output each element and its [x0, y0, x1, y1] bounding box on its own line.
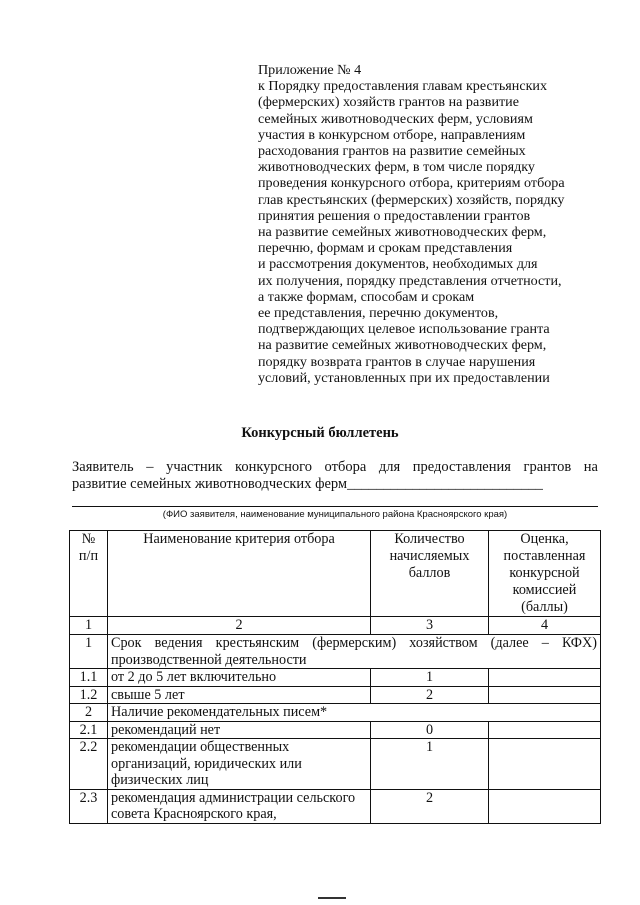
score-cell[interactable] — [489, 789, 601, 823]
fio-caption: (ФИО заявителя, наименование муниципального района Красноярского края) — [162, 509, 508, 520]
table-row — [70, 669, 601, 687]
intro-line-2: развитие семейных животноводческих ферм___________________________ — [72, 476, 543, 492]
row-number: 2.2 — [70, 739, 108, 790]
colnum-4: 4 — [489, 617, 601, 635]
table-row — [70, 635, 601, 669]
applicant-intro — [72, 459, 598, 493]
score-cell[interactable] — [489, 669, 601, 687]
header-num: № п/п — [70, 531, 108, 617]
appendix-header: Приложение № 4 к Порядку предоставления главам крестьянских (фермерских) хозяйств грантов на развитие семейных животноводческих ферм, условиям участия в конкурсном отборе, направлениям расходования грантов на развитие семейных животноводческих ферм, в том числе порядку проведения конкурсного отбора, критериям отбора глав крестьянских (фермерских) хозяйств, порядку принятия решения о предоставлении грантов на развитие семейных животноводческих ферм, перечню, формам и срокам представления и рассмотрения документов, необходимых для их получения, порядку представления отчетности, а также формам, способам и срокам ее представления, перечню документов, подтверждающих целевое использование гранта на развитие семейных животноводческих ферм, порядку возврата грантов в случае нарушения условий, установленных при их предоставлении — [258, 62, 565, 386]
criterion-text: свыше 5 лет — [108, 686, 371, 704]
criteria-table — [69, 530, 601, 824]
page-mark — [318, 897, 346, 899]
points-value: 1 — [371, 669, 489, 687]
colnum-3: 3 — [371, 617, 489, 635]
criterion-text: рекомендация администрации сельского совета Красноярского края, — [108, 789, 371, 823]
table-row — [70, 721, 601, 739]
table-row — [70, 686, 601, 704]
table-header-row — [70, 531, 601, 617]
table-row — [70, 739, 601, 790]
colnum-1: 1 — [70, 617, 108, 635]
row-number: 1.2 — [70, 686, 108, 704]
fio-underline — [72, 506, 598, 507]
column-number-row — [70, 617, 601, 635]
header-score: Оценка, поставленная конкурсной комиссией (баллы) — [489, 531, 601, 617]
criterion-text: от 2 до 5 лет включительно — [108, 669, 371, 687]
row-number: 1 — [70, 635, 108, 669]
header-name: Наименование критерия отбора — [108, 531, 371, 617]
table-row — [70, 789, 601, 823]
criterion-heading: Наличие рекомендательных писем* — [108, 704, 601, 722]
criteria-rows — [70, 635, 601, 824]
row-number: 2.1 — [70, 721, 108, 739]
page-title: Конкурсный бюллетень — [241, 425, 399, 441]
row-number: 2 — [70, 704, 108, 722]
intro-line-1: Заявитель – участник конкурсного отбора для предоставления грантов на — [72, 459, 598, 475]
criterion-text: рекомендации общественных организаций, юридических или физических лиц — [108, 739, 371, 790]
score-cell[interactable] — [489, 721, 601, 739]
points-value: 1 — [371, 739, 489, 790]
criterion-heading: Срок ведения крестьянским (фермерским) хозяйством (далее – КФХ) производственной деятельности — [108, 635, 601, 669]
points-value: 2 — [371, 686, 489, 704]
criterion-text: рекомендаций нет — [108, 721, 371, 739]
score-cell[interactable] — [489, 739, 601, 790]
points-value: 0 — [371, 721, 489, 739]
header-points: Количество начисляемых баллов — [371, 531, 489, 617]
score-cell[interactable] — [489, 686, 601, 704]
colnum-2: 2 — [108, 617, 371, 635]
row-number: 2.3 — [70, 789, 108, 823]
table-row — [70, 704, 601, 722]
points-value: 2 — [371, 789, 489, 823]
row-number: 1.1 — [70, 669, 108, 687]
